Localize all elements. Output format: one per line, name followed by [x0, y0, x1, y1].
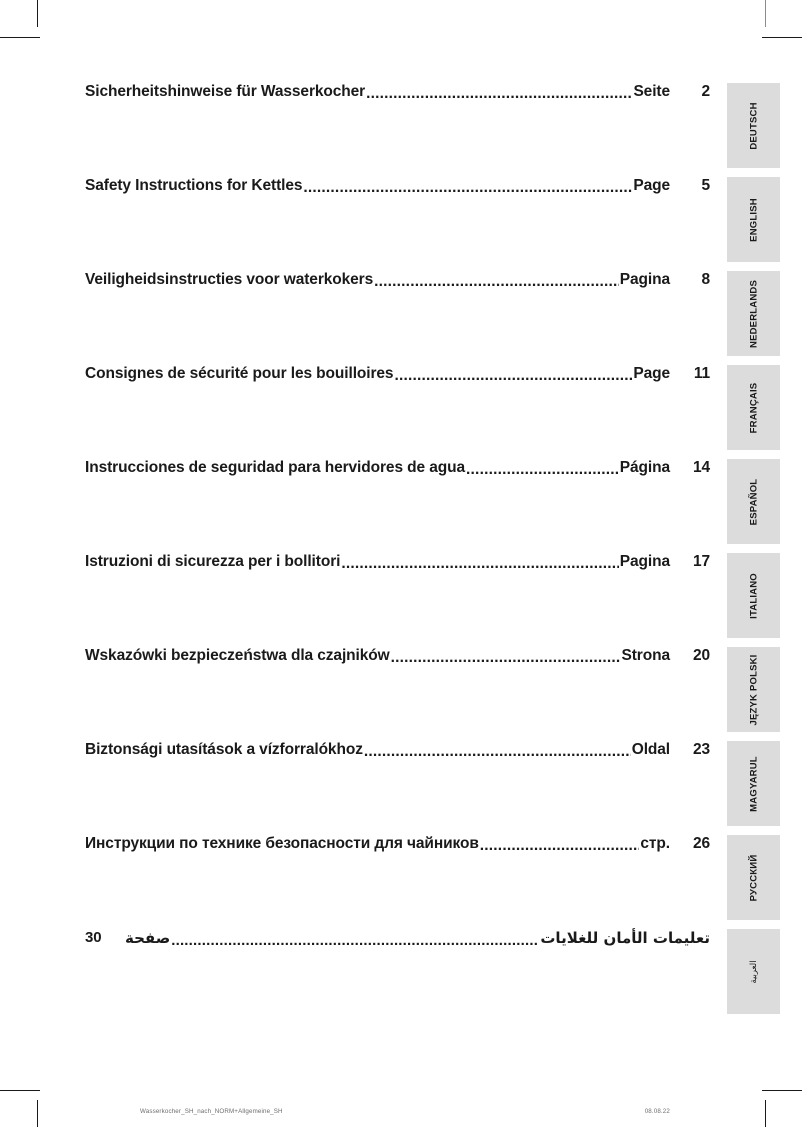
toc-entry[interactable] — [85, 741, 710, 835]
toc-dot-leader — [303, 177, 632, 195]
toc-entry-page-number: 26 — [692, 835, 710, 852]
toc-entry[interactable] — [85, 553, 710, 647]
language-tab-strip — [727, 83, 780, 1023]
toc-entry-page-label: Strona — [621, 647, 670, 664]
toc-entry-page-label: Oldal — [631, 741, 670, 758]
language-tab-label: JĘZYK POLSKI — [748, 653, 759, 726]
toc-entry-page-label: Seite — [633, 83, 670, 100]
language-tab[interactable] — [727, 553, 780, 638]
footer-filename: Wasserkocher_SH_nach_NORM+Allgemeine_SH — [140, 1108, 283, 1115]
language-tab-label: MAGYARUL — [748, 755, 759, 812]
toc-entry[interactable] — [85, 459, 710, 553]
toc-entry-page-number: 14 — [692, 459, 710, 476]
toc-entry-title: Safety Instructions for Kettles — [85, 177, 303, 194]
language-tab[interactable] — [727, 741, 780, 826]
crop-mark-top-right-horizontal — [762, 37, 802, 38]
language-tab-label: DEUTSCH — [748, 101, 759, 150]
page-footer — [140, 1108, 670, 1115]
toc-entry[interactable] — [85, 177, 710, 271]
language-tab[interactable] — [727, 647, 780, 732]
toc-entry-page-label: стр. — [640, 835, 670, 852]
crop-mark-top-right-vertical — [765, 0, 766, 27]
language-tab-label: ITALIANO — [748, 572, 759, 619]
toc-entry-title: Sicherheitshinweise für Wasserkocher — [85, 83, 366, 100]
toc-entry-page-label: Pagina — [619, 553, 670, 570]
toc-entry-title: Инструкции по технике безопасности для чайников — [85, 835, 479, 852]
toc-entry-page-number: 23 — [692, 741, 710, 758]
toc-entry[interactable] — [85, 83, 710, 177]
language-tab[interactable] — [727, 83, 780, 168]
toc-entry-page-number: 8 — [701, 271, 710, 288]
toc-entry-page-label: Page — [633, 177, 670, 194]
language-tab[interactable] — [727, 459, 780, 544]
toc-entry-title: Instrucciones de seguridad para hervidores de agua — [85, 459, 466, 476]
toc-entry-page-number: 20 — [692, 647, 710, 664]
toc-dot-leader — [341, 553, 618, 571]
footer-date: 08.08.22 — [644, 1108, 670, 1115]
toc-entry-page-number: 11 — [693, 365, 710, 382]
table-of-contents — [85, 83, 710, 1023]
language-tab[interactable] — [727, 365, 780, 450]
toc-dot-leader — [364, 741, 631, 759]
language-tab[interactable] — [727, 929, 780, 1014]
toc-dot-leader — [171, 929, 539, 947]
toc-entry-page-number: 17 — [692, 553, 710, 570]
crop-mark-bottom-right-horizontal — [762, 1090, 802, 1091]
language-tab[interactable] — [727, 177, 780, 262]
language-tab-label: NEDERLANDS — [748, 279, 759, 348]
toc-entry-title: Veiligheidsinstructies voor waterkokers — [85, 271, 374, 288]
toc-entry-page-number: 5 — [701, 177, 710, 194]
language-tab-label: РУССКИЙ — [748, 854, 759, 901]
toc-entry-page-number: 2 — [701, 83, 710, 100]
language-tab-label: العربية — [748, 959, 759, 984]
toc-entry-page-number: 30 — [85, 929, 102, 946]
toc-entry-page-label: Página — [619, 459, 670, 476]
toc-entry-title: تعليمات الأمان للغلايات — [540, 929, 710, 947]
crop-mark-bottom-left-vertical — [37, 1100, 38, 1127]
toc-dot-leader — [394, 365, 632, 383]
toc-dot-leader — [391, 647, 621, 665]
toc-entry-title: Consignes de sécurité pour les bouilloires — [85, 365, 394, 382]
toc-dot-leader — [480, 835, 640, 853]
language-tab-label: ESPAÑOL — [748, 478, 759, 525]
language-tab-label: FRANÇAIS — [748, 382, 759, 433]
language-tab[interactable] — [727, 271, 780, 356]
toc-dot-leader — [466, 459, 619, 477]
toc-entry[interactable] — [85, 271, 710, 365]
toc-entry-page-label: صفحة — [125, 929, 171, 947]
crop-mark-top-left-vertical — [37, 0, 38, 27]
toc-entry[interactable] — [85, 929, 710, 1023]
toc-entry-title: Biztonsági utasítások a vízforralókhoz — [85, 741, 363, 758]
language-tab-label: ENGLISH — [748, 197, 759, 242]
toc-entry[interactable] — [85, 647, 710, 741]
crop-mark-top-left-horizontal — [0, 37, 40, 38]
toc-entry[interactable] — [85, 365, 710, 459]
crop-mark-bottom-left-horizontal — [0, 1090, 40, 1091]
toc-entry[interactable] — [85, 835, 710, 929]
toc-entry-title: Wskazówki bezpieczeństwa dla czajników — [85, 647, 390, 664]
toc-dot-leader — [366, 83, 632, 101]
toc-entry-page-label: Page — [633, 365, 670, 382]
language-tab[interactable] — [727, 835, 780, 920]
toc-entry-title: Istruzioni di sicurezza per i bollitori — [85, 553, 341, 570]
crop-mark-bottom-right-vertical — [765, 1100, 766, 1127]
toc-dot-leader — [374, 271, 619, 289]
toc-entry-page-label: Pagina — [619, 271, 670, 288]
